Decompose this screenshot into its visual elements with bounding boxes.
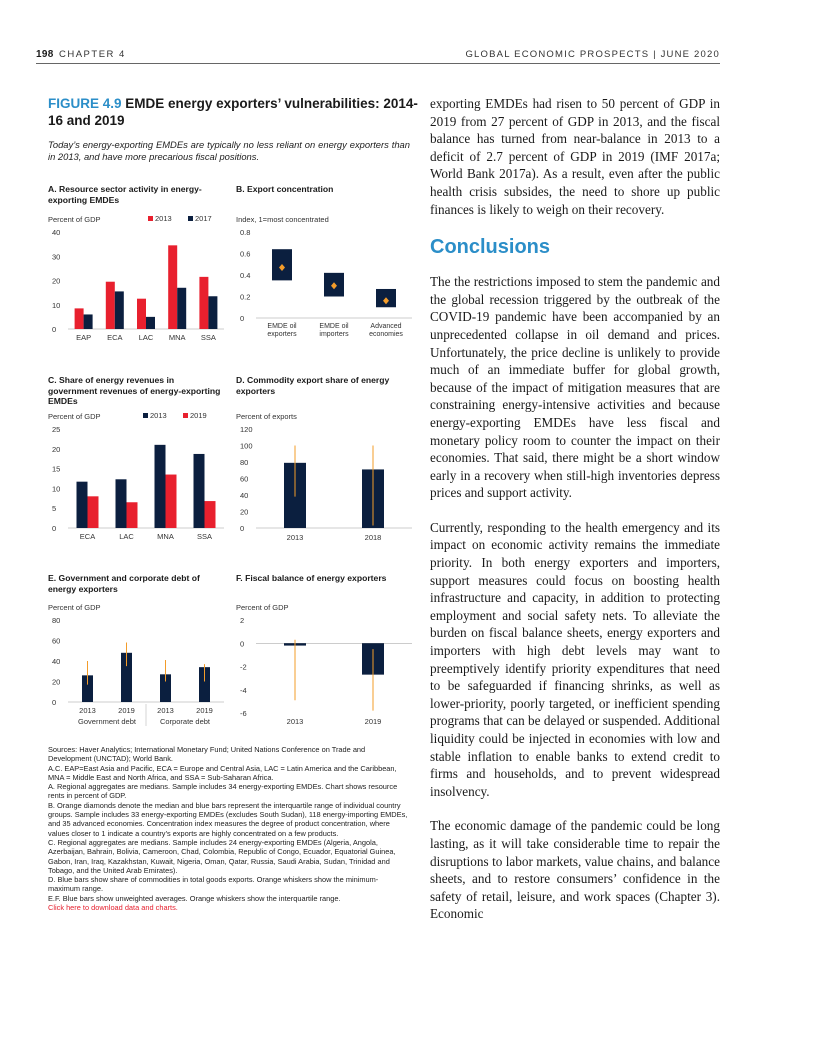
x-tick-label: 2013 — [286, 533, 304, 542]
legend-swatch-2017 — [188, 216, 193, 221]
bar-2013-EAP — [75, 308, 84, 329]
bar-2017-ECA — [115, 291, 124, 329]
y-tick-label: 10 — [52, 484, 61, 494]
y-tick-label: 0.8 — [240, 228, 251, 237]
x-tick-label: 2019 — [196, 706, 213, 715]
bar-2019-LAC — [127, 502, 138, 528]
legend-label: 2013 — [155, 214, 172, 223]
legend-label: 2017 — [195, 214, 212, 223]
x-tick-label: LAC — [119, 532, 134, 541]
y-tick-label: 0 — [240, 639, 245, 649]
section-heading: Conclusions — [430, 236, 551, 259]
download-data-link[interactable]: Click here to download data and charts. — [48, 903, 178, 913]
y-tick-label: 20 — [240, 507, 249, 517]
figure-notes — [48, 745, 410, 912]
header-rule — [36, 63, 720, 64]
group-label: Corporate debt — [159, 717, 211, 726]
y-tick-label: 40 — [52, 657, 61, 666]
x-tick-label: ECA — [107, 333, 123, 342]
x-tick-label: ECA — [79, 532, 96, 541]
body-paragraph: The the restrictions imposed to stem the pandemic and the global recession triggered by the outbreak of the COVID-19 pandemic have been accompanied by an unprecedented collapse in oil demand and prices. Unfortunately, the price decline is unlikely to provide much of an immediate buffer for global growth, because of the impact of mitigation measures that are constraining energy-intensive activities and because energy-exporting EMDEs have less fiscal and monetary policy room to counter the impact on their economies. That said, there might be a short window early in a recovery when still-high inventories depress prices and support activity. — [430, 274, 720, 501]
bar-2013-ECA — [77, 482, 88, 528]
page-number: 198 — [36, 49, 54, 60]
y-axis-label: Percent of GDP — [236, 603, 289, 612]
bar-2017-SSA — [208, 296, 217, 329]
y-tick-label: 0 — [52, 698, 57, 707]
panel-b-title: B. Export concentration — [236, 184, 334, 194]
y-tick-label: 60 — [52, 636, 61, 646]
body-paragraph: The economic damage of the pandemic could be long lasting, as it will take considerable time to repair the disruptions to labor markets, value chains, and balance sheets, and to restore consumers’ confidence in the safety of retail, leisure, and work spaces (Chapter 3). Economic — [430, 818, 720, 922]
group-label: Government debt — [78, 717, 136, 726]
bar-2019-MNA — [166, 475, 177, 528]
chart-commodity-export-share — [236, 413, 412, 543]
x-tick-label: EAP — [76, 333, 92, 342]
bar-2019-SSA — [205, 501, 216, 528]
y-tick-label: 0 — [240, 524, 245, 533]
bar-2017-LAC — [146, 317, 155, 329]
panel-e-title: E. Government and corporate debt of energy exporters — [48, 573, 200, 594]
x-tick-label: 2013 — [79, 706, 96, 715]
y-tick-label: 0 — [52, 325, 57, 334]
note-sources: Sources: Haver Analytics; International Monetary Fund; United Nations Conference on Trade and Development (UNCTAD); World Bank. — [48, 745, 366, 764]
x-tick-label: 2019 — [118, 706, 135, 715]
x-tick-label: 2019 — [364, 717, 382, 726]
chart-fiscal-balance — [236, 600, 412, 730]
bar-2013-MNA — [168, 245, 177, 329]
y-tick-label: 40 — [240, 491, 249, 500]
x-tick-label: SSA — [196, 532, 213, 541]
y-tick-label: 0.6 — [240, 249, 251, 259]
bar-2017-EAP — [84, 314, 93, 329]
y-tick-label: -2 — [240, 662, 247, 672]
y-tick-label: 40 — [52, 228, 61, 237]
note-ac: A.C. EAP=East Asia and Pacific, ECA = Europe and Central Asia, LAC = Latin America and the Caribbean, MNA = Middle East and North Africa, and SSA = Sub-Saharan Africa. — [48, 763, 397, 782]
panel-d-title: D. Commodity export share of energy exporters — [236, 375, 390, 396]
body-column — [430, 95, 720, 940]
publication-title: GLOBAL ECONOMIC PROSPECTS | JUNE 2020 — [465, 49, 720, 60]
body-paragraph: exporting EMDEs had risen to 50 percent of GDP in 2019 from 27 percent of GDP in 2013, and the fiscal balance has turned from near-balance in 2013 to a deficit of 2.7 percent of GDP in 2019 (IMF 2017a; World Bank 2017a). As a result, even after the public health crisis subsides, the need to shore up public finances is likely to weigh on their recovery. — [430, 96, 720, 217]
note-b: B. Orange diamonds denote the median and blue bars represent the interquartile range of individual country groups. Sample includes 33 energy-exporting EMDEs (excludes South Sudan), 118 energy-importing EMDEs, and 35 advanced economies. Concentration index measures the degree of product concentration, where values closer to 1 indicate a country’s exports are highly concentrated on a few products. — [48, 800, 408, 838]
y-tick-label: 100 — [240, 441, 253, 451]
y-tick-label: -4 — [240, 685, 247, 695]
bar-2013-LAC — [137, 299, 146, 329]
bar-2013-MNA — [155, 445, 166, 528]
x-tick-label: exporters — [267, 331, 297, 338]
bar-2013-SSA — [199, 277, 208, 329]
y-axis-label: Percent of GDP — [48, 215, 101, 224]
y-axis-label: Percent of GDP — [48, 412, 101, 421]
y-tick-label: 10 — [52, 300, 61, 310]
panel-f-title: F. Fiscal balance of energy exporters — [236, 573, 387, 583]
chart-government-corporate-debt — [48, 600, 224, 730]
y-tick-label: -6 — [240, 709, 247, 718]
y-tick-label: 60 — [240, 474, 249, 484]
y-tick-label: 0 — [240, 314, 245, 323]
y-axis-label: Percent of GDP — [48, 603, 101, 612]
x-tick-label: 2013 — [286, 717, 304, 726]
x-tick-label: MNA — [157, 532, 174, 541]
y-tick-label: 0 — [52, 524, 57, 533]
y-tick-label: 30 — [52, 252, 61, 262]
x-tick-label: Advanced — [370, 323, 402, 330]
x-tick-label: 2013 — [157, 706, 174, 715]
x-tick-label: 2018 — [364, 533, 382, 542]
x-tick-label: EMDE oil — [319, 323, 349, 330]
panel-a-title: A. Resource sector activity in energy-exporting EMDEs — [48, 184, 202, 205]
y-tick-label: 5 — [52, 504, 57, 514]
y-tick-label: 2 — [240, 616, 245, 625]
bar-2013-SSA — [194, 454, 205, 528]
bar-2013-ECA — [106, 282, 115, 329]
y-tick-label: 80 — [240, 458, 249, 467]
note-c: C. Regional aggregates are medians. Sample includes 24 energy-exporting EMDEs (Algeria, Angola, Azerbaijan, Bahrain, Bolivia, Cameroon, Chad, Colombia, Republic of Congo, Ecuador, Equatorial Guinea, Gabon, Iran, Iraq, Kazakhstan, Kuwait, Nigeria, Oman, Qatar, Russia, Saudi Arabia, Sudan, Trinidad and Tobago, and the United Arab Emirates). — [48, 837, 396, 875]
y-tick-label: 0.2 — [240, 292, 251, 302]
chart-export-concentration — [236, 212, 412, 347]
note-ef: E.F. Blue bars show unweighted averages. Orange whiskers show the interquartile range. — [48, 893, 341, 903]
y-tick-label: 15 — [52, 464, 61, 474]
x-tick-label: MNA — [168, 333, 186, 342]
x-tick-label: LAC — [138, 333, 154, 342]
x-tick-label: importers — [319, 331, 349, 338]
y-tick-label: 20 — [52, 444, 61, 454]
figure-title-text: EMDE energy exporters’ vulnerabilities: 2014-16 and 2019 — [48, 96, 418, 128]
x-tick-label: EMDE oil — [267, 323, 297, 330]
legend-swatch-2013 — [148, 216, 153, 221]
legend-swatch-2019 — [183, 413, 188, 418]
y-axis-label: Percent of exports — [236, 412, 297, 421]
y-tick-label: 20 — [52, 677, 61, 687]
bar-2013-LAC — [116, 479, 127, 528]
y-tick-label: 120 — [240, 425, 253, 434]
bar-2019-ECA — [88, 496, 99, 528]
x-tick-label: SSA — [200, 333, 216, 342]
body-paragraph: Currently, responding to the health emergency and its impact on economic activity remains the immediate priority. In both energy exporters and importers, support measures could focus on boosting health infrastructure and capacity, in addition to protecting employment and social safety nets. To alleviate the burden on fiscal balance sheets, energy exporters and importers with high debt levels may want to preemptively identify priority expenditures that need to be safeguarded if financing shrinks, as well as lower-priority, poorly targeted, or inefficient spending programs that can be delayed or suspended. Additional liquidity could be injected in economies with low and stable inflation to enable banks to extend credit to firms and households, and to prevent widespread insolvency. — [430, 519, 720, 799]
figure-number: FIGURE 4.9 — [48, 96, 122, 111]
legend-label: 2019 — [190, 411, 207, 420]
x-tick-label: economies — [369, 331, 403, 338]
y-tick-label: 0.4 — [240, 271, 251, 280]
chart-energy-revenues — [48, 413, 224, 543]
note-d: D. Blue bars show share of commodities in total goods exports. Orange whiskers show the minimum-maximum range. — [48, 875, 379, 894]
legend-swatch-2013 — [143, 413, 148, 418]
figure-subtitle: Today’s energy-exporting EMDEs are typically no less reliant on energy exporters than in 2013, and have more precarious fiscal positions. — [48, 139, 410, 162]
panel-c-title: C. Share of energy revenues in government revenues of energy-exporting EMDEs — [48, 375, 221, 406]
chapter-label: CHAPTER 4 — [59, 49, 126, 60]
chart-resource-sector — [48, 212, 224, 347]
y-tick-label: 25 — [52, 425, 61, 434]
bar-2017-MNA — [177, 288, 186, 329]
y-tick-label: 80 — [52, 616, 61, 625]
note-a: A. Regional aggregates are medians. Sample includes 34 energy-exporting EMDEs. Chart shows resource rents in percent of GDP. — [48, 782, 398, 801]
y-axis-label: Index, 1=most concentrated — [236, 215, 329, 224]
legend-label: 2013 — [150, 411, 167, 420]
figure-title — [48, 95, 418, 129]
y-tick-label: 20 — [52, 276, 61, 286]
